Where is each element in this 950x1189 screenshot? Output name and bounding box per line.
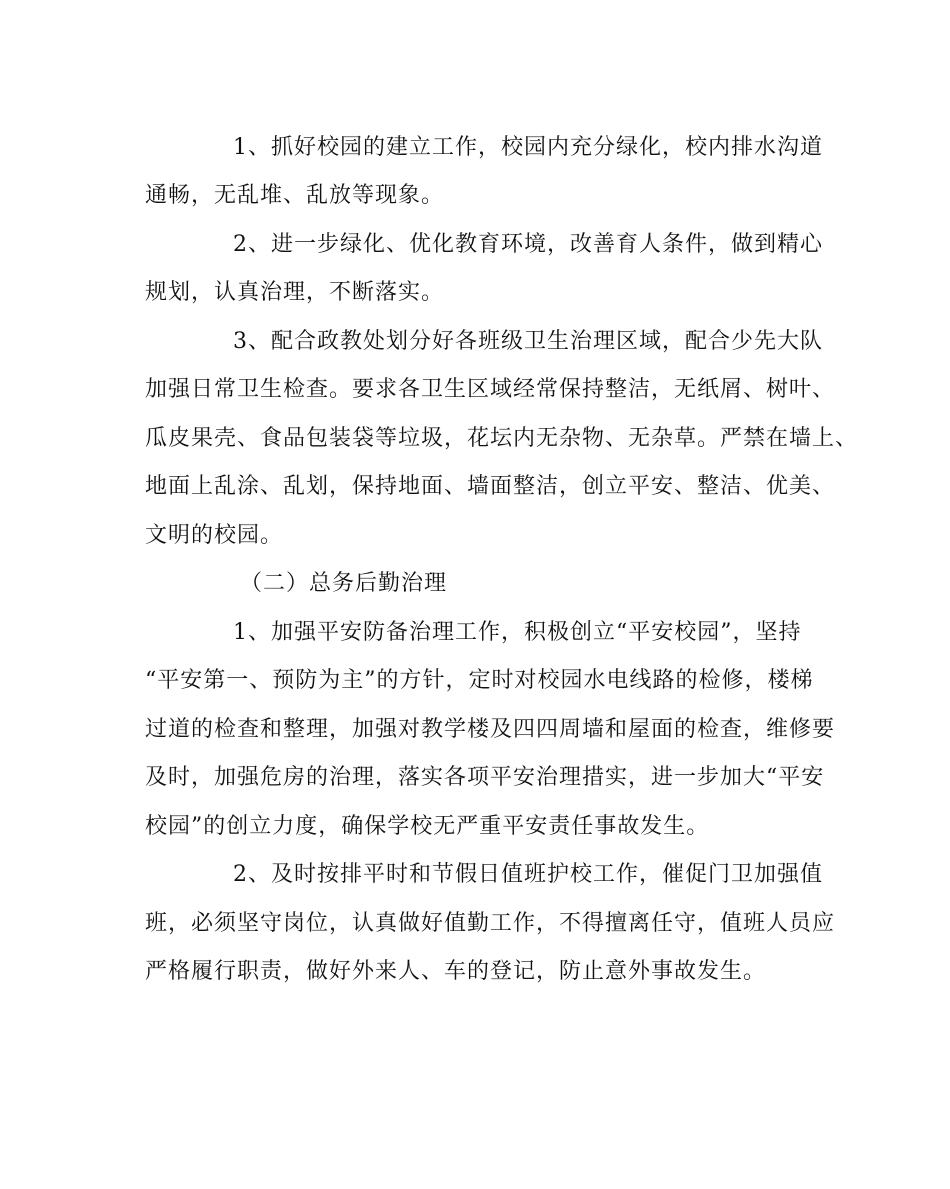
paragraph-4-line-3: 过道的检查和整理，加强对教学楼及四四周墙和屋面的检查，维修要 [145, 717, 836, 742]
paragraph-5-line-1: 2、及时按排平时和节假日值班护校工作，催促门卫加强值 [233, 862, 823, 887]
paragraph-3-line-5: 文明的校园。 [145, 523, 284, 548]
paragraph-5-line-3: 严格履行职责，做好外来人、车的登记，防止意外事故发生。 [145, 959, 767, 984]
paragraph-3-line-4: 地面上乱涂、乱划，保持地面、墙面整洁，创立平安、整洁、优美、 [145, 474, 836, 499]
paragraph-4-line-1: 1、加强平安防备治理工作，积极创立“平安校园”，坚持 [233, 620, 802, 645]
paragraph-3-line-3: 瓜皮果壳、食品包装袋等垃圾，花坛内无杂物、无杂草。严禁在墙上、 [145, 426, 859, 451]
paragraph-5-line-2: 班，必须坚守岗位，认真做好值勤工作，不得擅离任守，值班人员应 [145, 911, 836, 936]
paragraph-4-line-2: “平安第一、预防为主”的方针，定时对校园水电线路的检修，楼梯 [145, 668, 814, 693]
section-heading: （二）总务后勤治理 [240, 571, 448, 596]
paragraph-2-line-2: 规划，认真治理，不断落实。 [145, 280, 445, 305]
paragraph-1-line-1: 1、抓好校园的建立工作，校园内充分绿化，校内排水沟道 [233, 135, 823, 160]
paragraph-3-line-2: 加强日常卫生检查。要求各卫生区域经常保持整洁，无纸屑、树叶、 [145, 377, 836, 402]
paragraph-3-line-1: 3、配合政教处划分好各班级卫生治理区域，配合少先大队 [233, 329, 823, 354]
paragraph-1-line-2: 通畅，无乱堆、乱放等现象。 [145, 183, 445, 208]
paragraph-2-line-1: 2、进一步绿化、优化教育环境，改善育人条件，做到精心 [233, 232, 823, 257]
paragraph-4-line-5: 校园”的创立力度，确保学校无严重平安责任事故发生。 [145, 814, 710, 839]
paragraph-4-line-4: 及时，加强危房的治理，落实各项平安治理措实，进一步加大“平安 [145, 765, 825, 790]
